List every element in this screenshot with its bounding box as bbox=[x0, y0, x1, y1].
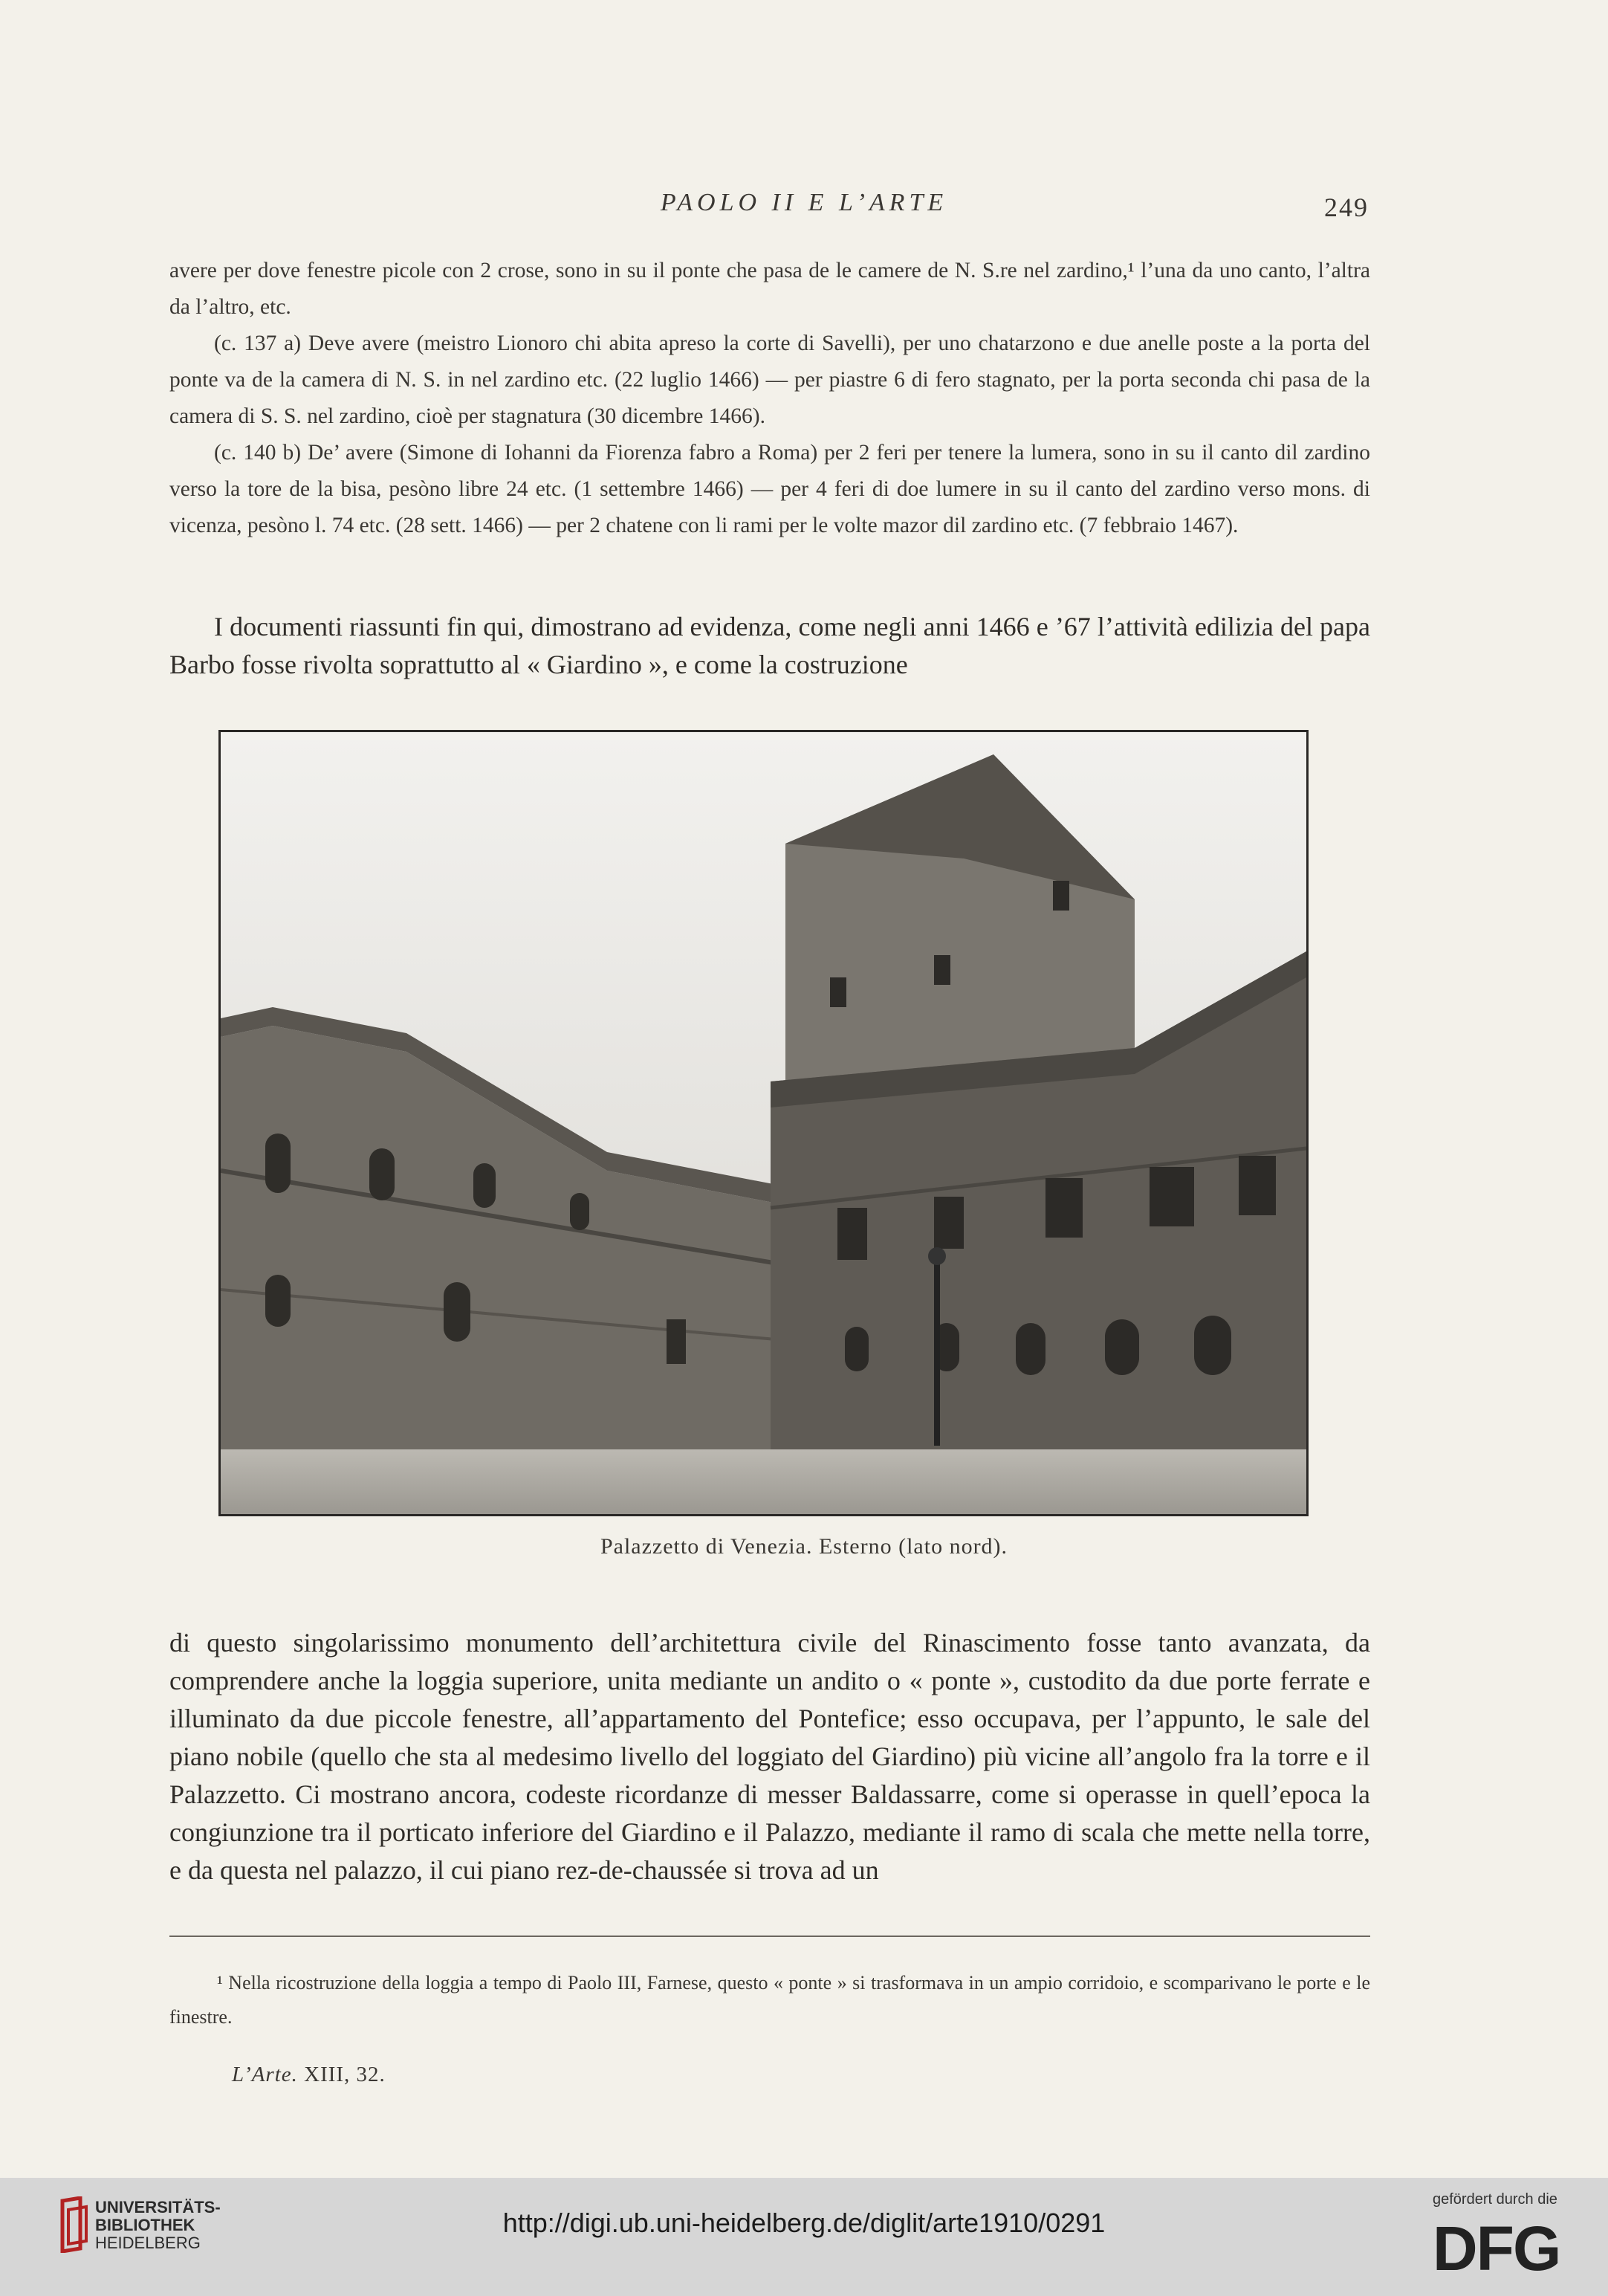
permalink-url[interactable]: http://digi.ub.uni-heidelberg.de/diglit/arte1910/0291 bbox=[502, 2208, 1106, 2238]
page-number: 249 bbox=[1324, 193, 1369, 222]
body-paragraph: I documenti riassunti fin qui, dimostrano ad evidenza, come negli anni 1466 e ’67 l’attività edilizia del papa Barbo fosse rivolta soprattutto al « Giardino », e come la costruzione bbox=[169, 612, 1370, 679]
archival-note: avere per dove fenestre picole con 2 crose, sono in su il ponte che pasa de le camere de N. S.re nel zardino,¹ l’una da uno canto, l’altra da l’altro, etc. bbox=[169, 259, 1370, 319]
signature-mark bbox=[232, 2063, 386, 2087]
journal-name: L’Arte. bbox=[232, 2063, 298, 2086]
running-title: PAOLO II E L’ARTE bbox=[660, 189, 948, 216]
body-text-bottom bbox=[169, 1624, 1370, 1889]
volume-number: XIII, 32. bbox=[304, 2063, 386, 2086]
dfg-logo: DFG bbox=[1433, 2213, 1560, 2283]
library-name-line: UNIVERSITÄTS- bbox=[95, 2198, 221, 2216]
photograph-palazzetto bbox=[218, 730, 1309, 1516]
figure-caption: Palazzetto di Venezia. Esterno (lato nord). bbox=[600, 1534, 1008, 1559]
library-name-line: BIBLIOTHEK bbox=[95, 2216, 195, 2234]
palazzetto-photo-illustration bbox=[221, 732, 1306, 1514]
body-text-top bbox=[169, 608, 1370, 684]
funding-note: gefördert durch die bbox=[1433, 2191, 1557, 2208]
body-paragraph: di questo singolarissimo monumento dell’architettura civile del Rinascimento fosse tanto avanzata, da comprendere anche la loggia superiore, unita mediante un andito o « ponte », custodito da due porte ferrate e illuminato da due piccole fenestre, all’appartamento del Pontefice; esso occupava, per l’appunto, le sale del piano nobile (quello che sta al medesimo livello del loggiato del Giardino) più vicine all’angolo fra la torre e il Palazzetto. Ci mostrano ancora, codeste ricordanze di messer Baldassarre, come si operasse in quell’epoca la congiunzione tra il porticato inferiore del Giardino e il Palazzo, mediante il ramo di scala che mette nella torre, e da questa nel palazzo, il cui piano rez-de-chaussée si trova ad un bbox=[169, 1628, 1370, 1885]
archival-notes bbox=[169, 253, 1370, 544]
footnote: ¹ Nella ricostruzione della loggia a tempo di Paolo III, Farnese, questo « ponte » si trasformava in un ampio corridoio, e scomparivano le porte e le finestre. bbox=[169, 1972, 1370, 2028]
library-name-line: HEIDELBERG bbox=[95, 2234, 201, 2252]
footnote-rule bbox=[169, 1936, 1370, 1937]
archival-note: (c. 140 b) De’ avere (Simone di Iohanni da Fiorenza fabro a Roma) per 2 feri per tenere la lumera, sono in su il canto dil zardino verso la tore de la bisa, pesòno libre 24 etc. (1 settembre 1466) — per 4 feri di doe lumere in su il canto del zardino verso mons. di vicenza, pesòno l. 74 etc. (28 sett. 1466) — per 2 chatene con li rami per le volte mazor dil zardino etc. (7 febbraio 1467). bbox=[169, 441, 1370, 537]
archival-note: (c. 137 a) Deve avere (meistro Lionoro chi abita apreso la corte di Savelli), per uno chatarzono e due anelle poste a la porta del ponte va de la camera di N. S. in nel zardino etc. (22 luglio 1466) — per piastre 6 di fero stagnato, per la porta seconda chi pasa de la camera di S. S. nel zardino, cioè per stagnatura (30 dicembre 1466). bbox=[169, 332, 1370, 428]
